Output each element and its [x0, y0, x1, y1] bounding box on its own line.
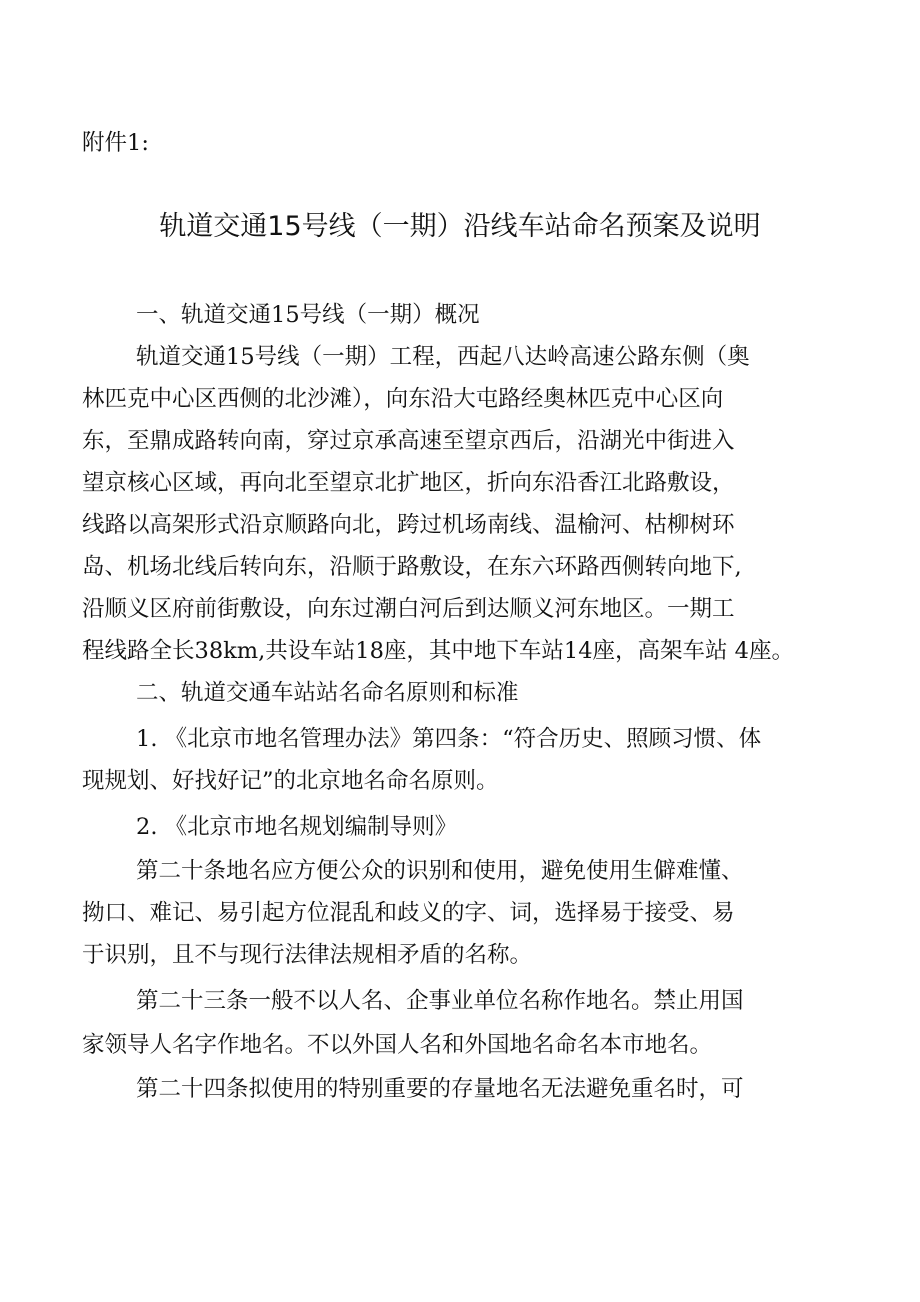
document-title: 轨道交通15号线（一期）沿线车站命名预案及说明 — [159, 211, 761, 242]
paragraph-line: 第二十三条一般不以人名、企事业单位名称作地名。禁止用国 — [136, 988, 744, 1014]
paragraph-line: 2. 《北京市地名规划编制导则》 — [136, 814, 458, 840]
paragraph-line: 望京核心区域，再向北至望京北扩地区，折向东沿香江北路敷设， — [82, 470, 735, 496]
paragraph-line: 拗口、难记、易引起方位混乱和歧义的字、词，选择易于接受、易 — [82, 900, 735, 926]
section-heading-principles: 二、轨道交通车站站名命名原则和标准 — [136, 680, 519, 706]
attachment-label: 附件1: — [82, 130, 149, 156]
paragraph-line: 轨道交通15号线（一期）工程，西起八达岭高速公路东侧（奥 — [136, 344, 750, 370]
paragraph-line: 第二十条地名应方便公众的识别和使用，避免使用生僻难懂、 — [136, 858, 744, 884]
paragraph-line: 线路以高架形式沿京顺路向北，跨过机场南线、温榆河、枯柳树环 — [82, 512, 735, 538]
paragraph-line: 程线路全长38km,共设车站18座，其中地下车站14座，高架车站 4座。 — [82, 638, 794, 664]
paragraph-line: 1. 《北京市地名管理办法》第四条：“符合历史、照顾习惯、体 — [136, 726, 762, 752]
paragraph-line: 于识别，且不与现行法律法规相矛盾的名称。 — [82, 942, 533, 968]
paragraph-line: 林匹克中心区西侧的北沙滩），向东沿大屯路经奥林匹克中心区向 — [82, 386, 724, 412]
paragraph-line: 现规划、好找好记”的北京地名命名原则。 — [82, 768, 499, 794]
paragraph-line: 沿顺义区府前街敷设，向东过潮白河后到达顺义河东地区。一期工 — [82, 596, 735, 622]
paragraph-line: 第二十四条拟使用的特别重要的存量地名无法避免重名时，可 — [136, 1076, 744, 1102]
paragraph-line: 家领导人名字作地名。不以外国人名和外国地名命名本市地名。 — [82, 1032, 713, 1058]
paragraph-line: 岛、机场北线后转向东，沿顺于路敷设，在东六环路西侧转向地下, — [82, 554, 742, 580]
section-heading-overview: 一、轨道交通15号线（一期）概况 — [136, 302, 480, 328]
paragraph-line: 东，至鼎成路转向南，穿过京承高速至望京西后，沿湖光中街进入 — [82, 428, 735, 454]
